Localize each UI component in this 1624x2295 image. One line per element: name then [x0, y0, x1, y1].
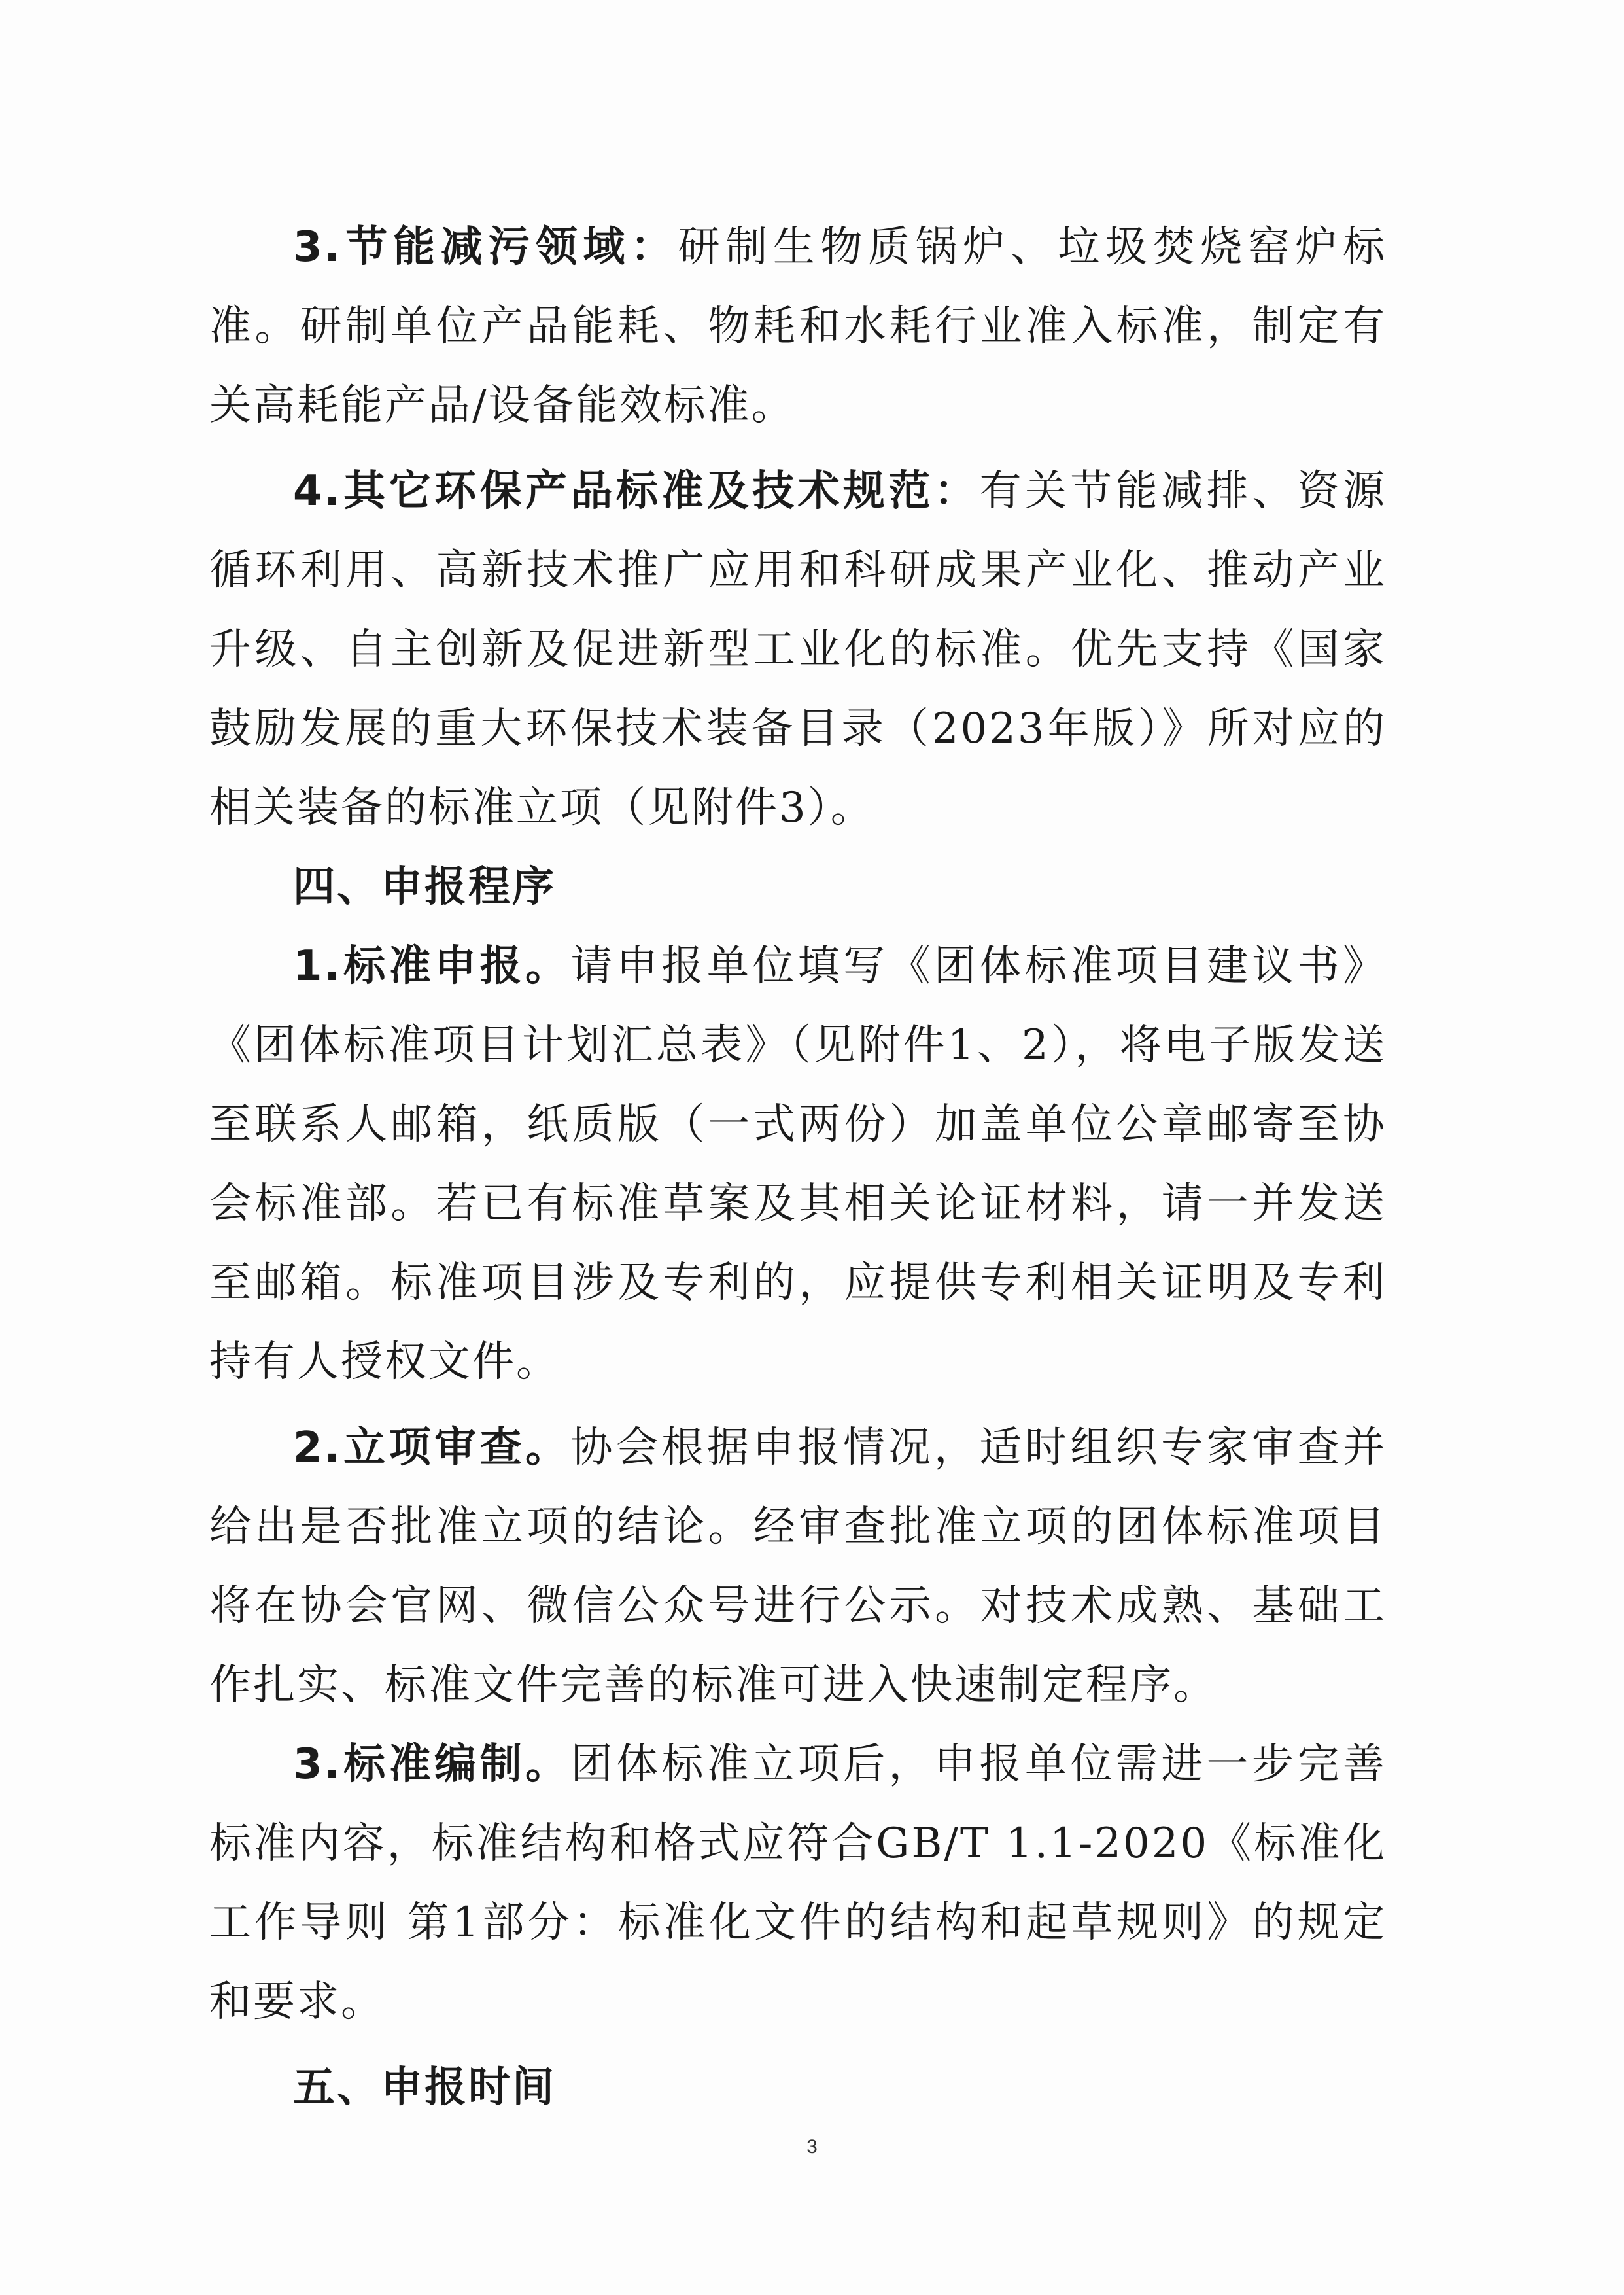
- paragraph-text: 协会根据申报情况，适时组织专家审查并给出是否批准立项的结论。经审查批准立项的团体标准项目将在协会官网、微信公众号进行公示。对技术成熟、基础工作扎实、标准文件完善的标准可进入快速制定程序。: [209, 1424, 1387, 1709]
- paragraph-text: 请申报单位填写《团体标准项目建议书》《团体标准项目计划汇总表》（见附件1、2），将电子版发送至联系人邮箱，纸质版（一式两份）加盖单位公章邮寄至协会标准部。若已有标准草案及其相关论证材料，请一并发送至邮箱。标准项目涉及专利的，应提供专利相关证明及专利持有人授权文件。: [209, 942, 1387, 1386]
- paragraph-text: 有关节能减排、资源循环利用、高新技术推广应用和科研成果产业化、推动产业升级、自主创新及促进新型工业化的标准。优先支持《国家鼓励发展的重大环保技术装备目录（2023年版）》所对应的相关装备的标准立项（见附件3）。: [209, 467, 1387, 832]
- page-number: 3: [806, 2136, 818, 2158]
- paragraph-text: 团体标准立项后，申报单位需进一步完善标准内容，标准结构和格式应符合GB/T 1.1-2020《标准化工作导则 第1部分：标准化文件的结构和起草规则》的规定和要求。: [209, 1740, 1387, 2026]
- paragraph-step-drafting: [209, 1725, 1387, 2042]
- section-heading-procedure: 四、申报程序: [293, 863, 556, 911]
- paragraph-other-products: [209, 452, 1387, 848]
- paragraph-lead: 3.标准编制。: [293, 1740, 571, 1789]
- paragraph-text: 研制生物质锅炉、垃圾焚烧窑炉标准。研制单位产品能耗、物耗和水耗行业准入标准，制定有关高耗能产品/设备能效标准。: [209, 223, 1387, 430]
- paragraph-step-review: [209, 1409, 1387, 1725]
- paragraph-lead: 2.立项审查。: [293, 1424, 571, 1472]
- paragraph-lead: 1.标准申报。: [293, 942, 571, 990]
- paragraph-lead: 4.其它环保产品标准及技术规范：: [293, 467, 980, 516]
- paragraph-energy-saving: [209, 208, 1387, 446]
- document-body: [209, 208, 1387, 2128]
- section-heading-time: 五、申报时间: [293, 2063, 556, 2112]
- paragraph-lead: 3.节能减污领域：: [293, 223, 678, 272]
- paragraph-step-apply: [209, 927, 1387, 1402]
